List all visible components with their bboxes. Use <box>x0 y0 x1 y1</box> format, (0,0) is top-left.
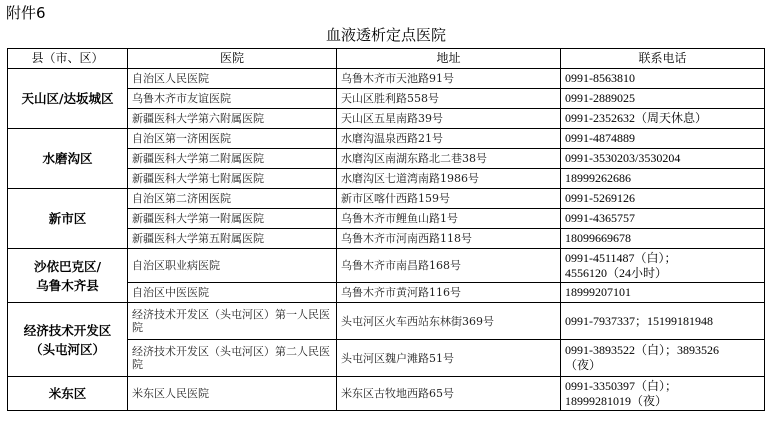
phone-line2: （夜） <box>565 358 602 372</box>
phone-cell <box>561 249 765 283</box>
hospital-cell: 新疆医科大学第五附属医院 <box>128 229 337 249</box>
county-cell <box>8 249 128 303</box>
hospital-cell: 自治区第二济困医院 <box>128 189 337 209</box>
address-cell: 天山区五星南路39号 <box>337 109 561 129</box>
address-cell: 天山区胜利路558号 <box>337 89 561 109</box>
county-cell: 水磨沟区 <box>8 129 128 189</box>
hospital-table <box>7 48 765 411</box>
county-name-line1: 沙依巴克区/ <box>33 258 102 274</box>
header-hospital: 医院 <box>128 49 337 69</box>
phone-cell: 18999262686 <box>561 169 765 189</box>
address-cell: 乌鲁木齐市黄河路116号 <box>337 283 561 303</box>
phone-line2: 4556120（24小时） <box>565 265 668 280</box>
address-cell: 乌鲁木齐市鲤鱼山路1号 <box>337 209 561 229</box>
county-name-line2: 乌鲁木齐县 <box>36 277 99 293</box>
hospital-cell: 新疆医科大学第七附属医院 <box>128 169 337 189</box>
address-cell: 水磨沟区七道湾南路1986号 <box>337 169 561 189</box>
phone-line1: 0991-3350397（白）； <box>565 378 677 393</box>
phone-cell: 18099669678 <box>561 229 765 249</box>
header-county: 县（市、区） <box>8 49 128 69</box>
phone-line2: 18999281019（夜） <box>565 393 668 408</box>
table-row <box>8 249 765 283</box>
address-cell: 水磨沟区南湖东路北二巷38号 <box>337 149 561 169</box>
header-address: 地址 <box>337 49 561 69</box>
county-cell: 新市区 <box>8 189 128 249</box>
table-row <box>8 303 765 340</box>
phone-cell: 0991-2889025 <box>561 89 765 109</box>
hospital-cell: 自治区人民医院 <box>128 69 337 89</box>
address-cell: 乌鲁木齐市天池路91号 <box>337 69 561 89</box>
hospital-cell: 自治区中医医院 <box>128 283 337 303</box>
phone-cell: 0991-5269126 <box>561 189 765 209</box>
phone-line1: 0991-4511487（白）； <box>565 250 677 265</box>
phone-cell: 0991-8563810 <box>561 69 765 89</box>
table-row <box>8 69 765 89</box>
phone-cell: 0991-4874889 <box>561 129 765 149</box>
address-cell: 米东区古牧地西路65号 <box>337 377 561 411</box>
county-name-line1: 经济技术开发区 <box>23 322 112 338</box>
phone-cell <box>561 340 765 377</box>
phone-cell: 18999207101 <box>561 283 765 303</box>
hospital-cell: 自治区第一济困医院 <box>128 129 337 149</box>
page-title: 血液透析定点医院 <box>325 26 446 44</box>
hospital-cell: 米东区人民医院 <box>128 377 337 411</box>
table-row <box>8 189 765 209</box>
header-phone: 联系电话 <box>561 49 765 69</box>
county-cell <box>8 303 128 377</box>
county-cell: 米东区 <box>8 377 128 411</box>
phone-cell <box>561 377 765 411</box>
address-cell: 头屯河区魏户滩路51号 <box>337 340 561 377</box>
hospital-cell: 自治区职业病医院 <box>128 249 337 283</box>
hospital-cell: 新疆医科大学第二附属医院 <box>128 149 337 169</box>
hospital-cell: 新疆医科大学第一附属医院 <box>128 209 337 229</box>
address-cell: 新市区喀什西路159号 <box>337 189 561 209</box>
phone-cell: 0991-3530203/3530204 <box>561 149 765 169</box>
county-name-line2: （头屯河区） <box>29 341 105 357</box>
county-cell: 天山区/达坂城区 <box>8 69 128 129</box>
table-row <box>8 377 765 411</box>
hospital-cell: 乌鲁木齐市友谊医院 <box>128 89 337 109</box>
table-header-row <box>8 49 765 69</box>
address-cell: 乌鲁木齐市南昌路168号 <box>337 249 561 283</box>
hospital-cell: 新疆医科大学第六附属医院 <box>128 109 337 129</box>
phone-cell: 0991-2352632（周天休息） <box>561 109 765 129</box>
phone-line1: 0991-3893522（白）；3893526 <box>565 343 719 357</box>
phone-cell: 0991-4365757 <box>561 209 765 229</box>
hospital-cell: 经济技术开发区（头屯河区）第一人民医院 <box>128 303 337 340</box>
hospital-cell: 经济技术开发区（头屯河区）第二人民医院 <box>128 340 337 377</box>
phone-cell: 0991-7937337；15199181948 <box>561 303 765 340</box>
address-cell: 头屯河区火车西站东林街369号 <box>337 303 561 340</box>
attachment-label: 附件6 <box>6 4 46 22</box>
address-cell: 水磨沟温泉西路21号 <box>337 129 561 149</box>
table-row <box>8 129 765 149</box>
address-cell: 乌鲁木齐市河南西路118号 <box>337 229 561 249</box>
